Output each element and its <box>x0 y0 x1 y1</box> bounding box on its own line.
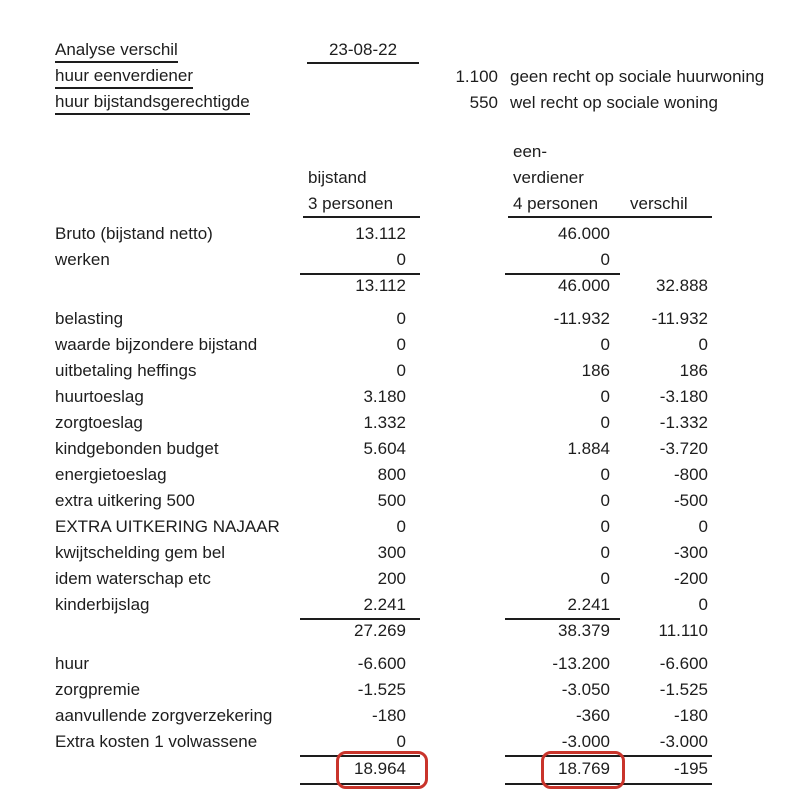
bijstand-value: 27.269 <box>354 621 406 640</box>
column-gap <box>420 592 505 620</box>
row-label: EXTRA UITKERING NAJAAR <box>55 517 280 536</box>
table-row <box>55 618 712 644</box>
table-row <box>55 384 712 410</box>
eenverdiener-value: 38.379 <box>558 621 610 640</box>
verschil-value <box>620 221 712 247</box>
column-header-4-personen: 4 personen <box>513 194 599 213</box>
analysis-table <box>55 221 712 783</box>
column-gap <box>420 566 505 592</box>
row-label: uitbetaling heffings <box>55 361 197 380</box>
row-label <box>55 618 300 644</box>
bijstand-value: -1.525 <box>357 680 406 699</box>
column-gap <box>420 384 505 410</box>
row-label: energietoeslag <box>55 465 167 484</box>
eenverdiener-value: 2.241 <box>505 592 620 620</box>
eenverdiener-value: 0 <box>600 413 610 432</box>
verschil-value: 0 <box>698 517 708 536</box>
eenverdiener-value: -3.050 <box>561 680 610 699</box>
table-row <box>55 540 712 566</box>
bijstand-value: 200 <box>377 569 406 588</box>
row-label: extra uitkering 500 <box>55 491 195 510</box>
huur-eenverdiener-note: geen recht op sociale huurwoning <box>510 67 765 86</box>
column-gap <box>420 436 505 462</box>
verschil-value: 0 <box>698 335 708 354</box>
column-header-eenverdiener-part2: verdiener <box>513 168 584 187</box>
table-row <box>55 566 712 592</box>
column-header-bijstand: bijstand <box>308 168 367 187</box>
table-row <box>55 436 712 462</box>
row-label: waarde bijzondere bijstand <box>55 335 258 354</box>
verschil-value: -180 <box>673 706 708 725</box>
column-gap <box>420 703 505 729</box>
table-row <box>55 592 712 618</box>
row-label: werken <box>55 250 110 269</box>
row-label: kwijtschelding gem bel <box>55 543 226 562</box>
column-gap <box>420 677 505 703</box>
total-eenverdiener-value: 18.769 <box>505 755 620 785</box>
page-title <box>55 40 178 63</box>
column-gap <box>420 514 505 540</box>
verschil-value: -200 <box>673 569 708 588</box>
bijstand-value: -6.600 <box>357 654 406 673</box>
row-label: kinderbijslag <box>55 595 150 614</box>
row-label: zorgtoeslag <box>55 413 143 432</box>
huur-eenverdiener-value: 1.100 <box>455 67 498 86</box>
eenverdiener-value: 0 <box>600 517 610 536</box>
column-gap <box>420 273 505 299</box>
eenverdiener-value: -13.200 <box>552 654 610 673</box>
analysis-date: 23-08-22 <box>307 40 419 64</box>
column-gap <box>420 247 505 275</box>
eenverdiener-value: 46.000 <box>558 224 610 243</box>
total-bijstand-value: 18.964 <box>300 755 420 785</box>
table-row <box>55 358 712 384</box>
row-label: huurtoeslag <box>55 387 144 406</box>
verschil-value: -3.180 <box>659 387 708 406</box>
table-row <box>55 651 712 677</box>
eenverdiener-value: 0 <box>600 387 610 406</box>
verschil-value: -500 <box>673 491 708 510</box>
bijstand-value: 0 <box>396 335 406 354</box>
row-label: Bruto (bijstand netto) <box>55 224 213 243</box>
row-label: aanvullende zorgverzekering <box>55 706 273 725</box>
huur-bijstandsgerechtigde-label: huur bijstandsgerechtigde <box>55 92 250 115</box>
table-row <box>55 332 712 358</box>
huur-bijstandsgerechtigde-value: 550 <box>469 93 498 112</box>
bijstand-value: 2.241 <box>300 592 420 620</box>
table-row <box>55 514 712 540</box>
eenverdiener-value: 46.000 <box>558 276 610 295</box>
bijstand-value: 0 <box>396 309 406 328</box>
eenverdiener-value: 0 <box>600 491 610 510</box>
column-gap <box>420 462 505 488</box>
table-row <box>55 306 712 332</box>
bijstand-value: 13.112 <box>355 224 406 243</box>
eenverdiener-value: 0 <box>600 543 610 562</box>
eenverdiener-value: -11.932 <box>553 309 610 328</box>
table-row <box>55 247 712 273</box>
column-header-verschil: verschil <box>630 194 688 213</box>
row-label: huur <box>55 654 90 673</box>
column-gap <box>420 410 505 436</box>
column-gap <box>420 488 505 514</box>
eenverdiener-value: 186 <box>581 361 610 380</box>
verschil-value: -3.720 <box>659 439 708 458</box>
column-gap <box>420 358 505 384</box>
column-gap <box>420 540 505 566</box>
verschil-value: -3.000 <box>620 729 712 757</box>
row-label: idem waterschap etc <box>55 569 211 588</box>
table-row <box>55 703 712 729</box>
eenverdiener-value: 0 <box>600 465 610 484</box>
bijstand-value: 1.332 <box>363 413 406 432</box>
column-header-eenverdiener-part1: een- <box>513 142 548 161</box>
page-title-text: Analyse verschil <box>55 40 178 63</box>
table-row <box>55 488 712 514</box>
column-gap <box>420 332 505 358</box>
verschil-value: -6.600 <box>659 654 708 673</box>
verschil-value: -1.525 <box>659 680 708 699</box>
verschil-value: 32.888 <box>656 276 708 295</box>
bijstand-value: -180 <box>371 706 406 725</box>
eenverdiener-value: 0 <box>600 335 610 354</box>
verschil-value: -300 <box>673 543 708 562</box>
row-label <box>55 273 300 299</box>
bijstand-value: 5.604 <box>363 439 406 458</box>
column-gap <box>420 729 505 757</box>
eenverdiener-value: 0 <box>600 569 610 588</box>
verschil-value: -800 <box>673 465 708 484</box>
column-gap <box>420 221 505 247</box>
verschil-value: 0 <box>698 595 708 614</box>
column-header-3-personen: 3 personen <box>308 194 394 213</box>
column-gap <box>420 651 505 677</box>
table-row <box>55 273 712 299</box>
verschil-value: -195 <box>620 755 712 785</box>
verschil-value: -1.332 <box>659 413 708 432</box>
bijstand-value: 500 <box>377 491 406 510</box>
column-gap <box>420 306 505 332</box>
bijstand-value: 0 <box>396 517 406 536</box>
eenverdiener-value: -360 <box>575 706 610 725</box>
huur-bijstandsgerechtigde-note: wel recht op sociale woning <box>510 93 718 112</box>
eenverdiener-value: 0 <box>505 247 620 275</box>
verschil-value: 186 <box>679 361 708 380</box>
verschil-value: 11.110 <box>658 621 708 640</box>
verschil-value <box>620 247 712 275</box>
bijstand-value: 0 <box>396 361 406 380</box>
row-label <box>55 755 300 785</box>
table-row <box>55 677 712 703</box>
column-header-rule-eenverdiener <box>508 216 712 218</box>
table-row <box>55 221 712 247</box>
verschil-value: -11.932 <box>651 309 708 328</box>
row-label: Extra kosten 1 volwassene <box>55 732 258 751</box>
table-spacer <box>55 299 712 306</box>
table-total-row <box>55 755 712 783</box>
column-gap <box>420 618 505 644</box>
row-label: belasting <box>55 309 124 328</box>
eenverdiener-value: -3.000 <box>505 729 620 757</box>
column-header-rule-bijstand <box>303 216 420 218</box>
row-label: kindgebonden budget <box>55 439 219 458</box>
row-label: zorgpremie <box>55 680 141 699</box>
eenverdiener-value: 1.884 <box>567 439 610 458</box>
bijstand-value: 300 <box>377 543 406 562</box>
column-gap <box>420 755 505 785</box>
bijstand-value: 0 <box>300 729 420 757</box>
bijstand-value: 800 <box>377 465 406 484</box>
table-row <box>55 462 712 488</box>
bijstand-value: 3.180 <box>363 387 406 406</box>
huur-eenverdiener-label: huur eenverdiener <box>55 66 193 89</box>
bijstand-value: 0 <box>300 247 420 275</box>
table-row <box>55 410 712 436</box>
table-spacer <box>55 644 712 651</box>
bijstand-value: 13.112 <box>355 276 406 295</box>
